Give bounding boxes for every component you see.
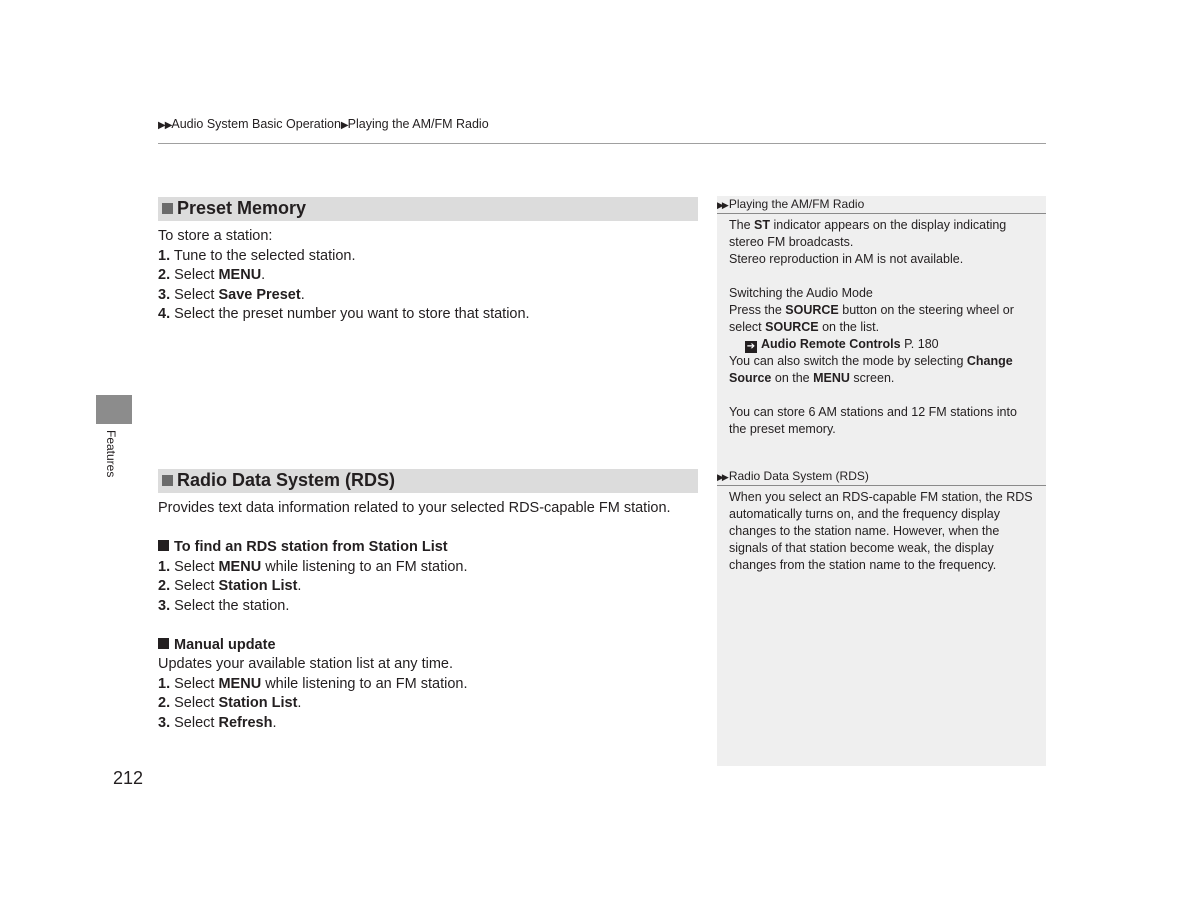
step-item: 2. Select MENU.: [158, 267, 266, 283]
breadcrumb-arrow-icon: ▶▶: [158, 120, 172, 131]
subheading-find-rds: To find an RDS station from Station List: [158, 538, 671, 558]
paragraph: Updates your available station list at any time.: [158, 656, 453, 672]
section-heading-rds: [158, 469, 698, 493]
sidebar-divider: [717, 213, 1046, 214]
chapter-tab: [96, 395, 132, 424]
note-arrow-icon: ▶▶: [717, 200, 727, 210]
sidebar-heading-am-fm: ▶▶ Playing the AM/FM Radio: [717, 197, 865, 211]
section-heading-preset-memory: [158, 197, 698, 221]
breadcrumb-item[interactable]: Audio System Basic Operation: [171, 117, 341, 131]
section-title: Radio Data System (RDS): [177, 470, 396, 490]
rds-body: [158, 499, 671, 733]
square-bullet-icon: [158, 638, 169, 649]
note-arrow-icon: ▶▶: [717, 472, 727, 482]
paragraph: To store a station:: [158, 228, 273, 244]
step-item: 1. Select MENU while listening to an FM station.: [158, 675, 468, 692]
sidebar-text-rds: When you select an RDS-capable FM station, the RDS automatically turns on, and the frequency display changes to the station name. However, when the signals of that station become weak, the display changes from the station name to the frequency.: [729, 490, 1033, 572]
page-number: 212: [113, 768, 144, 788]
chapter-tab-label: Features: [104, 430, 118, 478]
step-item: 3. Select Refresh.: [158, 714, 277, 731]
step-item: 1. Select MENU while listening to an FM station.: [158, 558, 468, 575]
section-square-icon: [162, 475, 173, 486]
step-item: 2. Select Station List.: [158, 695, 302, 711]
section-title: Preset Memory: [177, 198, 307, 218]
square-bullet-icon: [158, 540, 169, 551]
breadcrumb: [158, 117, 489, 131]
paragraph: Provides text data information related to your selected RDS-capable FM station.: [158, 500, 671, 516]
section-square-icon: [162, 203, 173, 214]
step-item: 4. Select the preset number you want to store that station.: [158, 306, 530, 322]
breadcrumb-arrow-icon: ▶: [340, 120, 348, 131]
step-item: 3. Select Save Preset.: [158, 286, 305, 303]
header-divider: [158, 143, 1046, 144]
step-item: 3. Select the station.: [158, 597, 290, 614]
breadcrumb-item[interactable]: Playing the AM/FM Radio: [347, 117, 489, 131]
sidebar-text-am-fm: The ST indicator appears on the display indicating stereo FM broadcasts. Stereo reproduction in AM is not available. Switching the Audio Mode Press the SOURCE button on the steering wheel or select SOURCE on the list. ➔ Audio Remote Controls P. 180 You can also switch the mode by selecting Change Source on the MENU screen. You can store 6 AM stations and 12 FM stations into the preset memory.: [729, 217, 1037, 438]
subheading-manual-update: Manual update: [158, 636, 671, 656]
step-item: 2. Select Station List.: [158, 578, 302, 594]
sidebar-heading-rds: ▶▶ Radio Data System (RDS): [717, 469, 869, 483]
sidebar-divider: [717, 485, 1046, 486]
cross-reference-icon: ➔: [746, 341, 756, 352]
cross-reference-link[interactable]: ➔ Audio Remote Controls P. 180: [746, 337, 939, 352]
step-item: 1. Tune to the selected station.: [158, 247, 356, 264]
preset-memory-body: [158, 227, 530, 325]
